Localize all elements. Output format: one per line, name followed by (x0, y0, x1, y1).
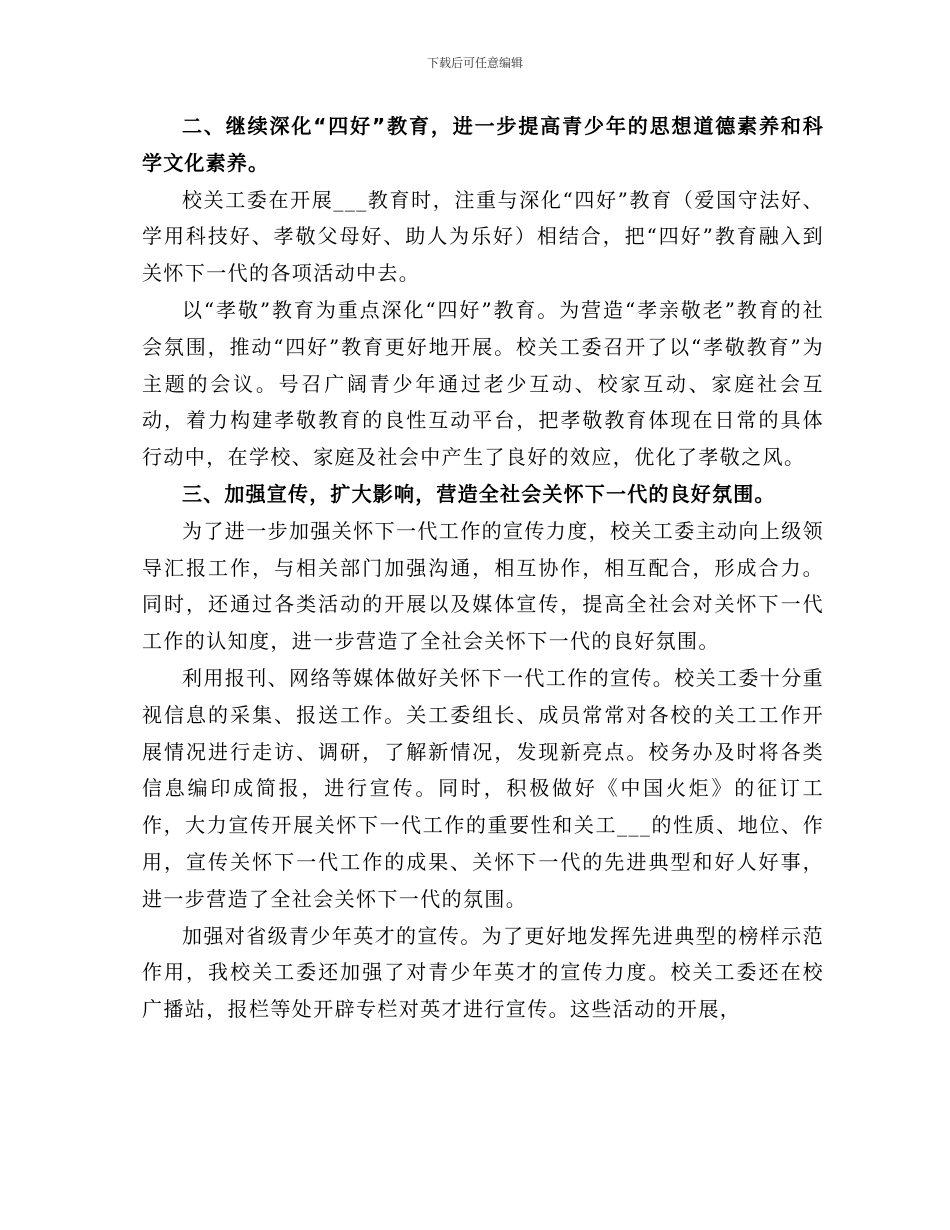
paragraph: 利用报刊、网络等媒体做好关怀下一代工作的宣传。校关工委十分重视信息的采集、报送工作。关工委组长、成员常常对各校的关工工作开展情况进行走访、调研，了解新情况，发现新亮点。校务办及时将各类信息编印成简报，进行宣传。同时，积极做好《中国火炬》的征订工作，大力宣传开展关怀下一代工作的重要性和关工___的性质、地位、作用，宣传关怀下一代工作的成果、关怀下一代的先进典型和好人好事，进一步营造了全社会关怀下一代的氛围。 (142, 665, 824, 911)
section-heading-3: 三、加强宣传，扩大影响，营造全社会关怀下一代的良好氛围。 (182, 481, 776, 506)
paragraph: 以“孝敬”教育为重点深化“四好”教育。为营造“孝亲敬老”教育的社会氛围，推动“四好”教育更好地开展。校关工委召开了以“孝敬教育”为主题的会议。号召广阔青少年通过老少互动、校家互动、家庭社会互动，着力构建孝敬教育的良性互动平台，把孝敬教育体现在日常的具体行动中，在学校、家庭及社会中产生了良好的效应，优化了孝敬之风。 (142, 297, 824, 470)
paragraph: 校关工委在开展___教育时，注重与深化“四好”教育（爱国守法好、学用科技好、孝敬父母好、助人为乐好）相结合，把“四好”教育融入到关怀下一代的各项活动中去。 (142, 187, 824, 286)
section-heading-2: 二、继续深化“四好”教育，进一步提高青少年的思想道德素养和科学文化素养。 (142, 114, 824, 175)
paragraph: 加强对省级青少年英才的宣传。为了更好地发挥先进典型的榜样示范作用，我校关工委还加强了对青少年英才的宣传力度。校关工委还在校广播站，报栏等处开辟专栏对英才进行宣传。这些活动的开展， (142, 923, 824, 1022)
page-header: 下载后可任意编辑 (426, 56, 523, 70)
document-body (142, 108, 824, 1028)
paragraph: 为了进一步加强关怀下一代工作的宣传力度，校关工委主动向上级领导汇报工作，与相关部门加强沟通，相互协作，相互配合，形成合力。同时，还通过各类活动的开展以及媒体宣传，提高全社会对关怀下一代工作的认知度，进一步营造了全社会关怀下一代的良好氛围。 (142, 518, 824, 654)
